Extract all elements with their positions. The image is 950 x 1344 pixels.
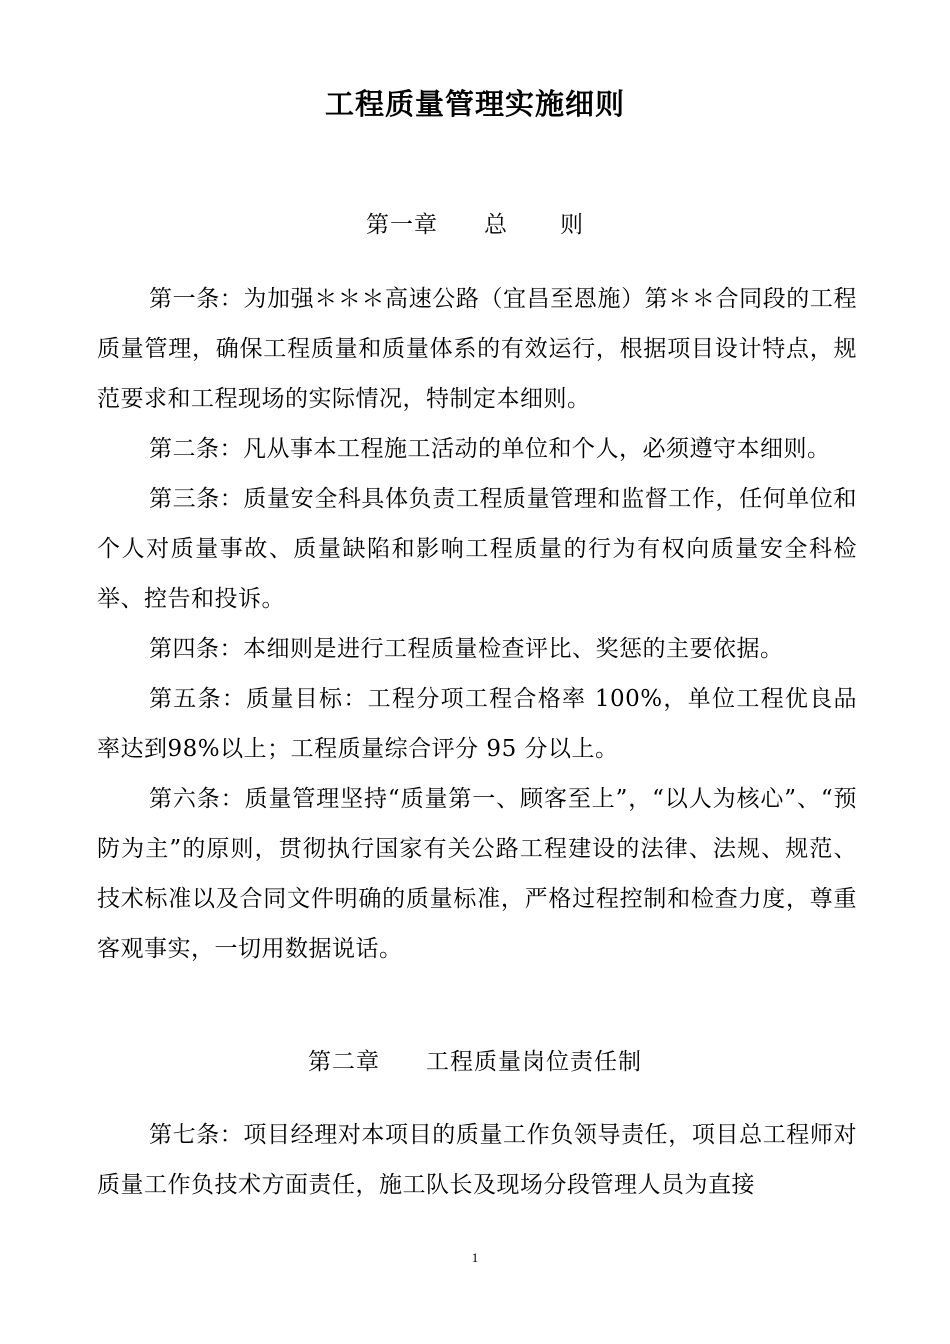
page-number: 1 [471, 1250, 479, 1265]
article-7: 第七条：项目经理对本项目的质量工作负领导责任，项目总工程师对质量工作负技术方面责任，施工队长及现场分段管理人员为直接 [97, 1122, 857, 1198]
chapter-2-number: 第二章 [308, 1049, 380, 1075]
article-2: 第二条：凡从事本工程施工活动的单位和个人，必须遵守本细则。 [149, 436, 831, 462]
article-4: 第四条：本细则是进行工程质量检查评比、奖惩的主要依据。 [149, 636, 784, 662]
chapter-1-title-b: 则 [560, 212, 584, 238]
chapter-2-body [97, 1110, 857, 1210]
chapter-2-title: 工程质量岗位责任制 [426, 1049, 642, 1075]
article-1: 第一条：为加强＊＊＊高速公路（宜昌至恩施）第＊＊合同段的工程质量管理，确保工程质量和质量体系的有效运行，根据项目设计特点，规范要求和工程现场的实际情况，特制定本细则。 [97, 286, 857, 412]
chapter-1-number: 第一章 [366, 212, 438, 238]
chapter-1-body [97, 274, 857, 974]
article-5: 第五条：质量目标：工程分项工程合格率 100%，单位工程优良品率达到98%以上；工程质量综合评分 95 分以上。 [97, 686, 857, 762]
chapter-1-heading [0, 205, 950, 245]
chapter-1-title-a: 总 [484, 212, 508, 238]
chapter-2-heading [0, 1042, 950, 1082]
article-6: 第六条：质量管理坚持“质量第一、顾客至上”，“以人为核心”、“预防为主”的原则，贯彻执行国家有关公路工程建设的法律、法规、规范、技术标准以及合同文件明确的质量标准，严格过程控制和检查力度，尊重客观事实，一切用数据说话。 [97, 786, 857, 962]
document-title: 工程质量管理实施细则 [324, 87, 625, 121]
article-3: 第三条：质量安全科具体负责工程质量管理和监督工作，任何单位和个人对质量事故、质量缺陷和影响工程质量的行为有权向质量安全科检举、控告和投诉。 [97, 486, 857, 612]
